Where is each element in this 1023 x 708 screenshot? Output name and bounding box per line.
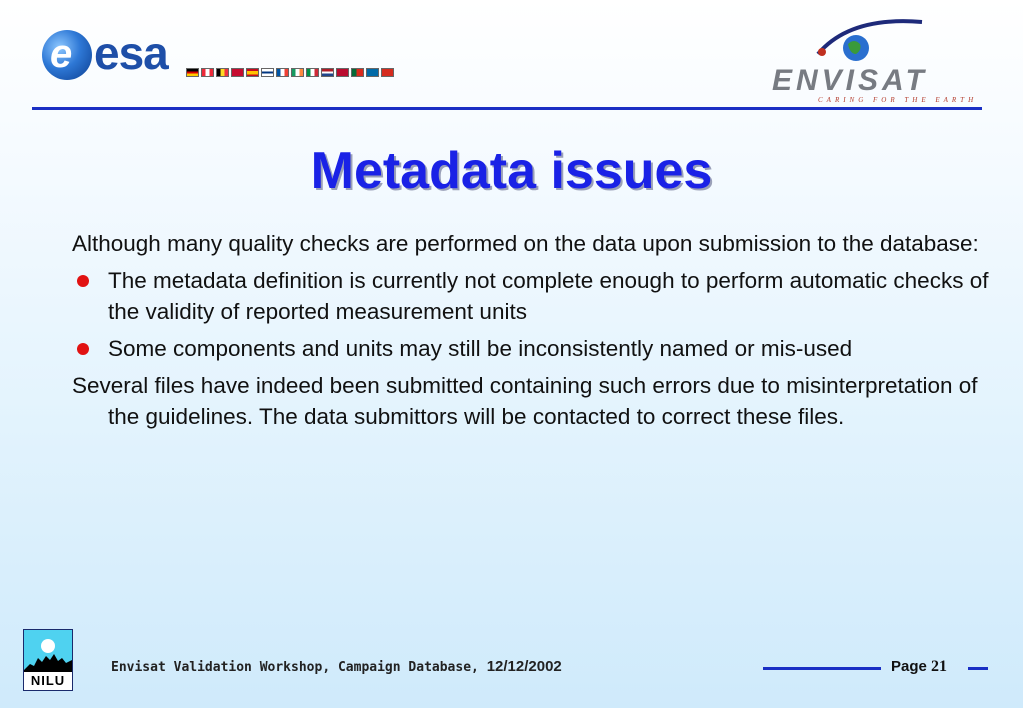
page-number: 21 bbox=[931, 658, 948, 675]
member-flags bbox=[186, 68, 394, 77]
flag-icon bbox=[261, 68, 274, 77]
bullet-item bbox=[72, 265, 992, 327]
intro-paragraph: Although many quality checks are performed on the data upon submission to the database: bbox=[72, 231, 979, 256]
page-indicator bbox=[891, 658, 947, 676]
envisat-logo bbox=[770, 14, 985, 106]
bullet-text: The metadata definition is currently not complete enough to perform automatic checks of the validity of reported measurement units bbox=[108, 268, 989, 324]
flag-icon bbox=[276, 68, 289, 77]
footer-divider bbox=[968, 667, 988, 670]
flag-icon bbox=[321, 68, 334, 77]
bullet-text: Some components and units may still be inconsistently named or mis-used bbox=[108, 336, 853, 361]
flag-icon bbox=[291, 68, 304, 77]
slide-title: Metadata issues bbox=[310, 142, 713, 200]
closing-paragraph: Several files have indeed been submitted containing such errors due to misinterpretation of the guidelines. The data submittors will be contacted to correct these files. bbox=[72, 373, 978, 429]
bullet-dot-icon bbox=[77, 275, 89, 287]
flag-icon bbox=[381, 68, 394, 77]
header-divider bbox=[32, 107, 982, 110]
flag-icon bbox=[246, 68, 259, 77]
flag-icon bbox=[336, 68, 349, 77]
flag-icon bbox=[186, 68, 199, 77]
footer-caption bbox=[111, 658, 562, 675]
flag-icon bbox=[201, 68, 214, 77]
flag-icon bbox=[231, 68, 244, 77]
bullet-dot-icon bbox=[77, 343, 89, 355]
flag-icon bbox=[366, 68, 379, 77]
esa-e-glyph: e bbox=[50, 32, 73, 76]
footer-date: 12/12/2002 bbox=[486, 658, 562, 675]
esa-logo bbox=[40, 26, 440, 86]
nilu-skyline-icon bbox=[24, 630, 72, 674]
slide-body bbox=[72, 228, 992, 438]
envisat-logo-text: ENVISAT bbox=[772, 64, 928, 97]
footer-divider bbox=[763, 667, 881, 670]
flag-icon bbox=[306, 68, 319, 77]
flag-icon bbox=[216, 68, 229, 77]
flag-icon bbox=[351, 68, 364, 77]
bullet-item bbox=[72, 333, 992, 364]
esa-logo-text: esa bbox=[94, 27, 168, 79]
footer-workshop: Envisat Validation Workshop, Campaign Database, bbox=[111, 660, 479, 675]
nilu-logo-text: NILU bbox=[24, 672, 72, 690]
page-label: Page bbox=[891, 658, 927, 675]
nilu-logo bbox=[23, 629, 73, 691]
envisat-tagline: CARING FOR THE EARTH bbox=[818, 96, 978, 104]
